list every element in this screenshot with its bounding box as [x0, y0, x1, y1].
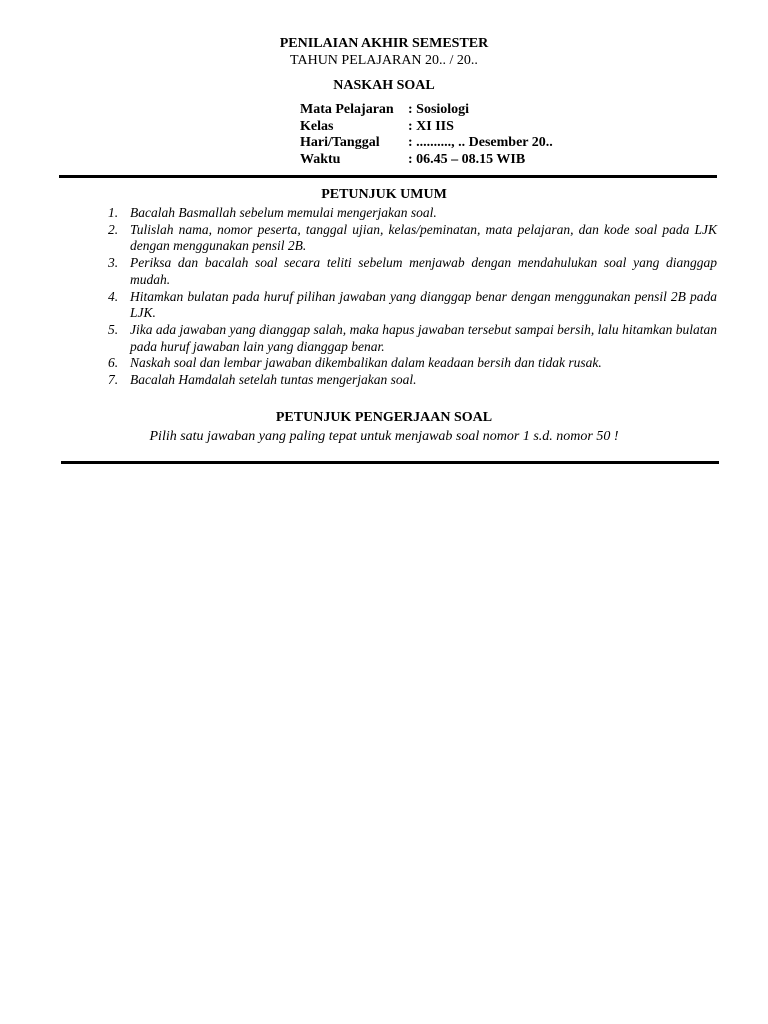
- list-item: [100, 255, 717, 288]
- list-item-text: Naskah soal dan lembar jawaban dikembalikan dalam keadaan bersih dan tidak rusak.: [130, 355, 602, 371]
- list-item-number: 6.: [108, 355, 119, 371]
- meta-row-time: [300, 152, 553, 169]
- list-item: [100, 322, 717, 355]
- meta-row-date: [300, 135, 553, 152]
- meta-label: Hari/Tanggal: [300, 135, 380, 150]
- meta-row-subject: [300, 102, 553, 119]
- work-instructions-heading: PETUNJUK PENGERJAAN SOAL: [275, 410, 493, 425]
- meta-label: Kelas: [300, 118, 334, 134]
- list-item: [100, 289, 717, 322]
- divider-top: [59, 175, 717, 178]
- document-type: NASKAH SOAL: [333, 78, 435, 93]
- meta-value: : .........., .. Desember 20..: [408, 135, 553, 150]
- exam-meta-table: [300, 102, 553, 168]
- list-item-number: 5.: [108, 321, 119, 337]
- list-item-text: Periksa dan bacalah soal secara teliti sebelum menjawab dengan mendahulukan soal yang dianggap mudah.: [130, 255, 717, 287]
- list-item-text: Bacalah Hamdalah setelah tuntas mengerjakan soal.: [130, 372, 417, 388]
- list-item-text: Bacalah Basmallah sebelum memulai mengerjakan soal.: [130, 205, 437, 220]
- meta-row-class: [300, 119, 553, 136]
- list-item-number: 3.: [108, 255, 119, 271]
- general-instructions-heading: PETUNJUK UMUM: [321, 187, 447, 202]
- work-instruction-text: Pilih satu jawaban yang paling tepat untuk menjawab soal nomor 1 s.d. nomor 50 !: [149, 429, 619, 444]
- meta-value: : Sosiologi: [408, 102, 470, 117]
- list-item-number: 1.: [108, 205, 119, 220]
- general-instructions-list: [100, 205, 717, 389]
- meta-value: : 06.45 – 08.15 WIB: [408, 151, 526, 167]
- exam-title: PENILAIAN AKHIR SEMESTER: [279, 36, 489, 51]
- list-item-number: 4.: [108, 288, 119, 304]
- meta-value: : XI IIS: [408, 118, 454, 134]
- list-item: [100, 205, 717, 222]
- academic-year: TAHUN PELAJARAN 20.. / 20..: [290, 53, 478, 68]
- list-item: [100, 372, 717, 389]
- list-item-number: 2.: [108, 221, 119, 237]
- meta-label: Mata Pelajaran: [300, 102, 394, 117]
- list-item-number: 7.: [108, 372, 119, 388]
- meta-label: Waktu: [300, 151, 341, 167]
- list-item: [100, 355, 717, 372]
- list-item-text: Jika ada jawaban yang dianggap salah, maka hapus jawaban tersebut sampai bersih, lalu hitamkan bulatan pada huruf jawaban lain yang dianggap benar.: [130, 321, 717, 354]
- list-item: [100, 222, 717, 255]
- list-item-text: Hitamkan bulatan pada huruf pilihan jawaban yang dianggap benar dengan menggunakan pensil 2B pada LJK.: [130, 288, 717, 321]
- divider-bottom: [61, 461, 719, 464]
- list-item-text: Tulislah nama, nomor peserta, tanggal ujian, kelas/peminatan, mata pelajaran, dan kode soal pada LJK dengan menggunakan pensil 2B.: [130, 221, 717, 254]
